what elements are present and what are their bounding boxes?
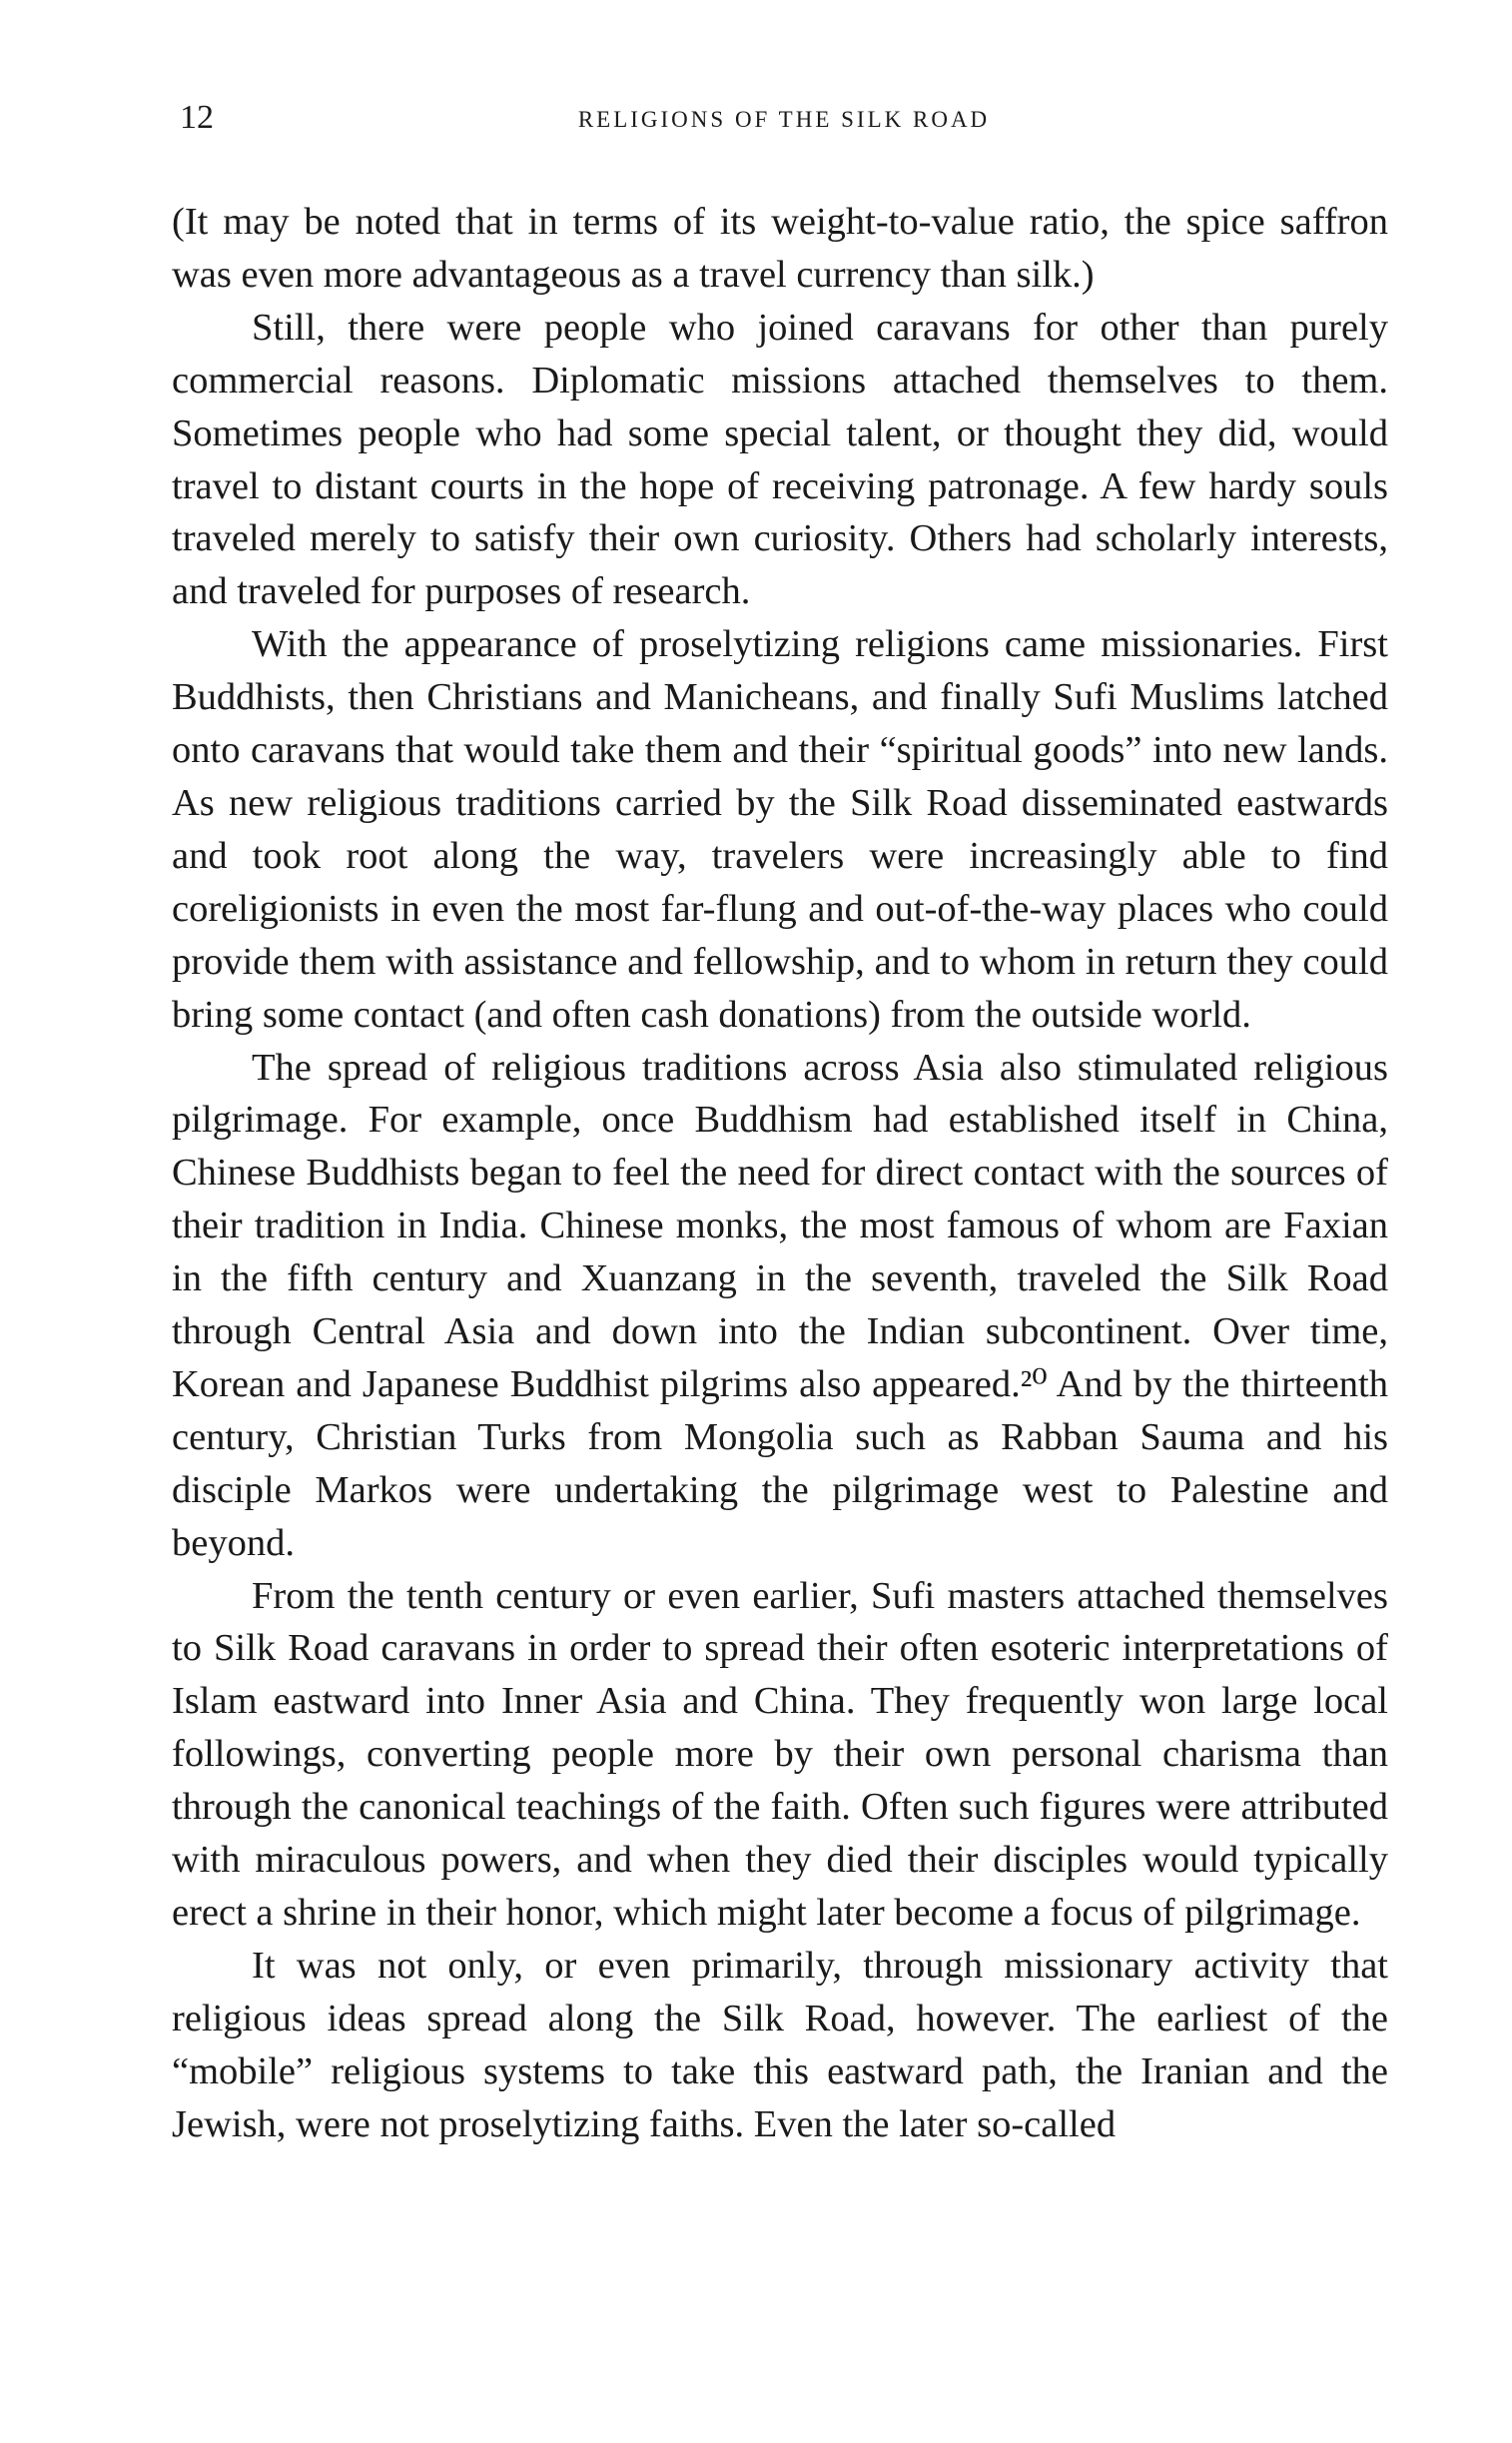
paragraph-mobile-religions: It was not only, or even primarily, through missionary activity that religious ideas spread along the Silk Road, however. The earliest of the “mobile” religious systems to take this eastward path, the Iranian and the Jewish, were not proselytizing faiths. Even the later so-called (172, 1944, 1388, 2145)
paragraph-saffron-note: (It may be noted that in terms of its weight-to-value ratio, the spice saffron was even more advantageous as a travel currency than silk.) (172, 201, 1388, 296)
paragraph-pilgrimage: The spread of religious traditions across Asia also stimulated religious pilgrimage. For example, once Buddhism had established itself in China, Chinese Buddhists began to feel the need for direct contact with the sources of their tradition in India. Chinese monks, the most famous of whom are Faxian in the fifth century and Xuanzang in the seventh, traveled the Silk Road through Central Asia and down into the Indian subcontinent. Over time, Korean and Japanese Buddhist pilgrims also appeared.²⁰ And by the thirteenth century, Christian Turks from Mongolia such as Rabban Sauma and his disciple Markos were undertaking the pilgrimage west to Palestine and beyond. (172, 1046, 1388, 1564)
paragraph-non-commercial-travelers: Still, there were people who joined caravans for other than purely commercial reasons. Diplomatic missions attached themselves to them. Sometimes people who had some special talent, or thought they did, would travel to distant courts in the hope of receiving patronage. A few hardy souls traveled merely to satisfy their own curiosity. Others had scholarly interests, and traveled for purposes of research. (172, 306, 1388, 613)
page-number: 12 (180, 99, 214, 136)
running-head (180, 98, 1388, 138)
running-title: RELIGIONS OF THE SILK ROAD (577, 107, 991, 132)
paragraph-missionaries: With the appearance of proselytizing religions came missionaries. First Buddhists, then Christians and Manicheans, and finally Sufi Muslims latched onto caravans that would take them and their “spiritual goods” into new lands. As new religious traditions carried by the Silk Road disseminated eastwards and took root along the way, travelers were increasingly able to find coreligionists in even the most far-flung and out-of-the-way places who could provide them with assistance and fellowship, and to whom in return they could bring some contact (and often cash donations) from the outside world. (172, 623, 1388, 1036)
body-text (172, 196, 1388, 2151)
paragraph-sufi-masters: From the tenth century or even earlier, Sufi masters attached themselves to Silk Road caravans in order to spread their often esoteric interpretations of Islam eastward into Inner Asia and China. They frequently won large local followings, converting people more by their own personal charisma than through the canonical teachings of the faith. Often such figures were attributed with miraculous powers, and when they died their disciples would typically erect a shrine in their honor, which might later become a focus of pilgrimage. (172, 1574, 1388, 1934)
